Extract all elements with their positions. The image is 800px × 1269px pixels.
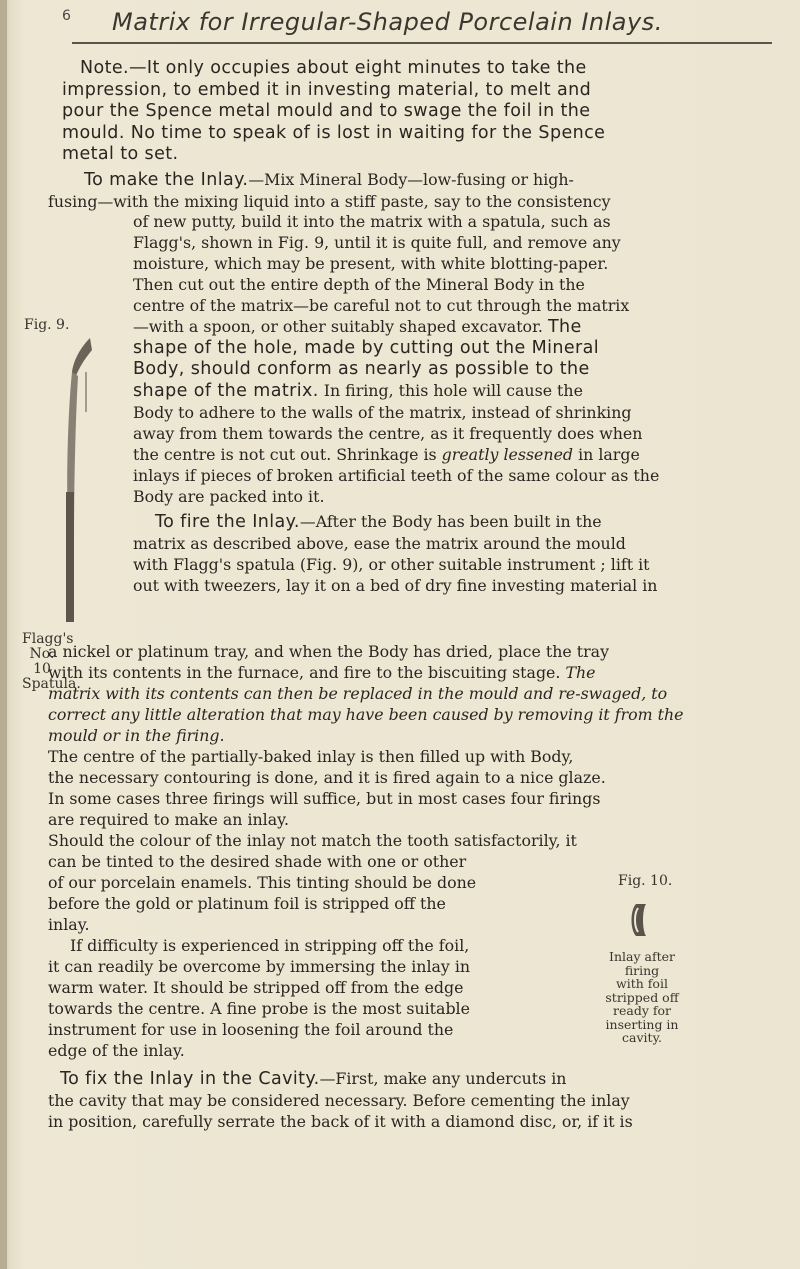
text-run: In firing, this hole will cause the: [323, 381, 583, 400]
text-run: the centre is not cut out. Shrinkage is: [133, 445, 437, 464]
text-line: matrix as described above, ease the matrix around the mould: [133, 534, 626, 553]
text-line: fusing—with the mixing liquid into a stiff paste, say to the consistency: [48, 192, 611, 211]
text-line: edge of the inlay.: [48, 1041, 185, 1060]
text-line: Body are packed into it.: [133, 487, 325, 506]
text-line: instrument for use in loosening the foil around the: [48, 1020, 454, 1039]
fig10-caption-line: Inlay after firing: [609, 949, 675, 978]
text-line: shape of the hole, made by cutting out the Mineral: [133, 338, 600, 358]
tint-paragraph: [48, 851, 578, 1061]
make-inlay-heading: To make the Inlay.: [84, 170, 249, 190]
make-inlay-indented: [133, 211, 769, 596]
fix-inlay-paragraph: [48, 1068, 768, 1132]
fig9-spatula-illustration: [60, 332, 98, 632]
note-line: pour the Spence metal mould and to swage the foil in the: [62, 101, 591, 121]
text-line: matrix with its contents can then be replaced in the mould and re-swaged, to: [48, 684, 668, 703]
text-run: shape of the matrix.: [133, 381, 319, 401]
text-line: inlays if pieces of broken artificial teeth of the same colour as the: [133, 466, 660, 485]
fig10-caption-line: with foil stripped off: [605, 976, 679, 1005]
text-line: out with tweezers, lay it on a bed of dry fine investing material in: [133, 576, 658, 595]
text-line: it can readily be overcome by immersing the inlay in: [48, 957, 471, 976]
text-line: inlay.: [48, 915, 90, 934]
fig10-caption-line: ready for inserting in: [605, 1003, 679, 1032]
text-line: with Flagg's spatula (Fig. 9), or other suitable instrument ; lift it: [133, 555, 650, 574]
text-line: mould or in the firing.: [48, 726, 225, 745]
text-run: with its contents in the furnace, and fire to the biscuiting stage.: [48, 663, 561, 682]
text-line: Then cut out the entire depth of the Mineral Body in the: [133, 275, 585, 294]
note-line: impression, to embed it in investing material, to melt and: [62, 79, 592, 100]
fig10-caption-line: cavity.: [622, 1030, 662, 1045]
text-line: before the gold or platinum foil is stripped off the: [48, 894, 446, 913]
text-run: in large: [578, 445, 640, 464]
text-run: The: [565, 663, 596, 682]
text-run: greatly lessened: [441, 445, 574, 464]
fix-inlay-heading: To fix the Inlay in the Cavity.: [60, 1069, 320, 1089]
make-inlay-paragraph: [48, 169, 768, 212]
text-run: —Mix Mineral Body—low-fusing or high-: [248, 170, 574, 189]
text-line: Body to adhere to the walls of the matrix, instead of shrinking: [133, 403, 632, 422]
fig9-caption-line: No. 10: [29, 646, 55, 677]
text-line: are required to make an inlay.: [48, 810, 289, 829]
fig9-label: Fig. 9.: [24, 317, 70, 333]
text-line: in position, carefully serrate the back of it with a diamond disc, or, if it is: [48, 1112, 633, 1131]
text-line: away from them towards the centre, as it frequently does when: [133, 424, 643, 443]
fig10-label: Fig. 10.: [618, 873, 673, 889]
header-rule: [72, 42, 772, 44]
text-run: —with a spoon, or other suitably shaped excavator.: [133, 317, 543, 336]
text-line: towards the centre. A fine probe is the most suitable: [48, 999, 470, 1018]
text-line: of our porcelain enamels. This tinting should be done: [48, 873, 477, 892]
note-paragraph: [62, 58, 768, 166]
page-number: 6: [62, 8, 71, 24]
fire-inlay-heading: To fire the Inlay.: [155, 512, 300, 532]
text-line: warm water. It should be stripped off from the edge: [48, 978, 464, 997]
note-line: metal to set.: [62, 144, 179, 164]
text-line: In some cases three firings will suffice, but in most cases four firings: [48, 789, 601, 808]
fig9-caption-line: Spatula.: [22, 676, 81, 692]
text-line: centre of the matrix—be careful not to cut through the matrix: [133, 296, 630, 315]
text-line: the cavity that may be considered necessary. Before cementing the inlay: [48, 1091, 630, 1110]
text-run: —First, make any undercuts in: [319, 1069, 567, 1088]
text-line: Should the colour of the inlay not match the tooth satisfactorily, it: [48, 831, 577, 850]
note-line: mould. No time to speak of is lost in waiting for the Spence: [62, 122, 606, 143]
fig10-caption: [594, 950, 690, 1045]
text-line: a nickel or platinum tray, and when the Body has dried, place the tray: [48, 642, 610, 661]
text-line: If difficulty is experienced in stripping off the foil,: [70, 936, 470, 955]
page-edge: [0, 0, 7, 1269]
text-line: the necessary contouring is done, and it is fired again to a nice glaze.: [48, 768, 606, 787]
running-head-title: Matrix for Irregular-Shaped Porcelain Inlays.: [112, 8, 663, 36]
text-line: Flagg's, shown in Fig. 9, until it is quite full, and remove any: [133, 233, 621, 252]
text-line: can be tinted to the desired shade with one or other: [48, 852, 467, 871]
text-line: of new putty, build it into the matrix with a spatula, such as: [133, 212, 611, 231]
note-line: Note.—It only occupies about eight minutes to take the: [80, 58, 587, 78]
text-line: Body, should conform as nearly as possible to the: [133, 359, 590, 379]
fig10-inlay-illustration: [628, 900, 652, 940]
text-line: correct any little alteration that may have been caused by removing it from the: [48, 705, 684, 724]
text-line: The centre of the partially-baked inlay is then filled up with Body,: [48, 747, 574, 766]
text-run: —After the Body has been built in the: [299, 512, 602, 531]
text-run: The: [547, 317, 582, 337]
fig9-caption-line: Flagg's: [22, 631, 74, 647]
text-line: moisture, which may be present, with white blotting-paper.: [133, 254, 609, 273]
